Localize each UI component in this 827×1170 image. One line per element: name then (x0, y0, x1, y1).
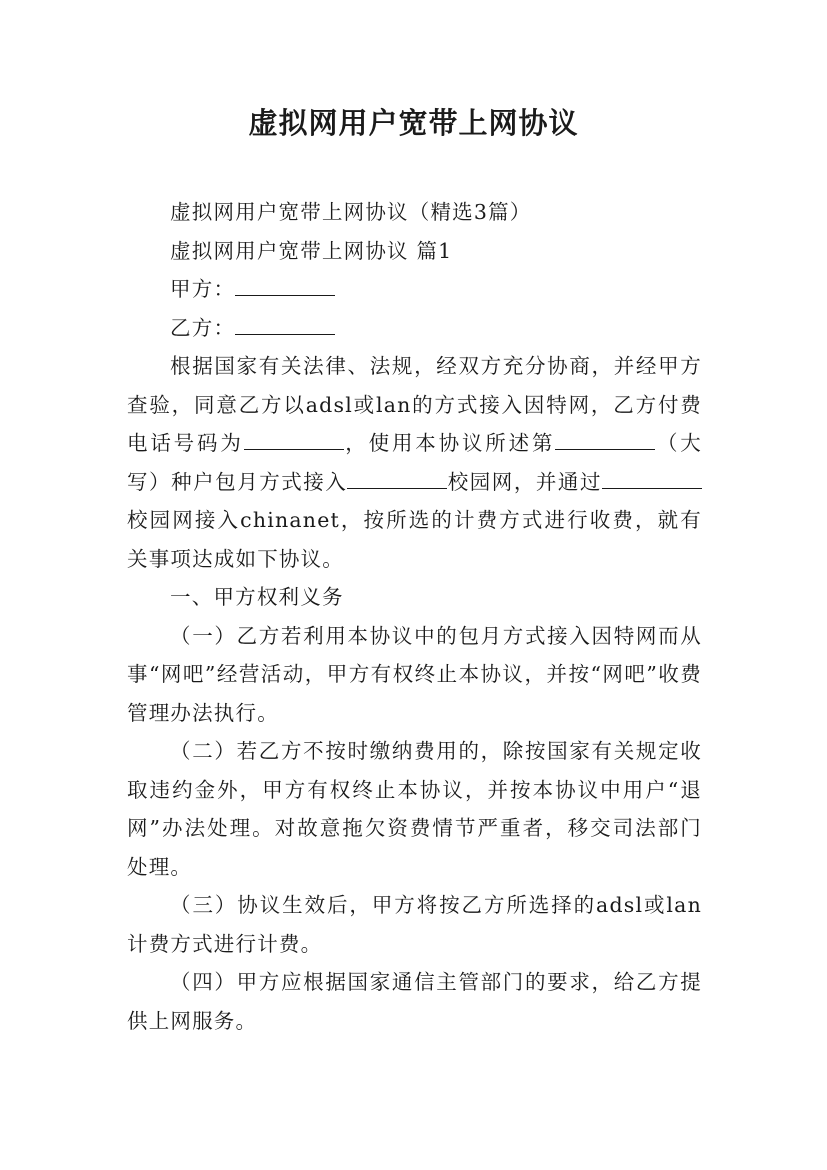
preamble-text-2: ，使用本协议所述第 (343, 431, 556, 455)
party-b-line (127, 309, 702, 348)
party-a-label: 甲方： (170, 277, 236, 301)
clause-paragraph: （四）甲方应根据国家通信主管部门的要求，给乙方提供上网服务。 (127, 970, 702, 1033)
clause-paragraph: （三）协议生效后，甲方将按乙方所选择的adsl或lan计费方式进行计费。 (127, 893, 702, 956)
preamble-text-5: 校园网接入chinanet，按所选的计费方式进行收费，就有关事项达成如下协议。 (127, 508, 702, 571)
document-title: 虚拟网用户宽带上网协议 (248, 106, 579, 140)
clause-paragraph: （一）乙方若利用本协议中的包月方式接入因特网而从事“网吧”经营活动，甲方有权终止本协议，并按“网吧”收费管理办法执行。 (127, 623, 702, 725)
plan-number-blank (555, 427, 655, 450)
party-a-line (127, 270, 702, 309)
intro-line: 虚拟网用户宽带上网协议（精选3篇） (170, 200, 532, 224)
preamble-text-3: （大写）种户包月方式接入 (127, 431, 702, 494)
party-b-label: 乙方： (170, 315, 236, 340)
article-heading: 虚拟网用户宽带上网协议 篇1 (170, 238, 453, 263)
preamble-paragraph (127, 347, 702, 578)
phone-number-blank (244, 427, 344, 450)
party-b-blank (235, 312, 335, 335)
via-network-blank (602, 466, 702, 489)
preamble-text-1: 根据国家有关法律、法规，经双方充分协商，并经甲方查验，同意乙方以adsl或lan的方式接入因特网，乙方付费电话号码为 (127, 354, 702, 455)
party-a-blank (235, 273, 335, 296)
campus-network-blank (347, 466, 447, 489)
section-heading: 一、甲方权利义务 (170, 585, 344, 609)
preamble-text-4: 校园网，并通过 (447, 469, 602, 494)
document-body (127, 193, 702, 1040)
clause-paragraph: （二）若乙方不按时缴纳费用的，除按国家有关规定收取违约金外，甲方有权终止本协议，并按本协议中用户“退网”办法处理。对故意拖欠资费情节严重者，移交司法部门处理。 (127, 739, 702, 879)
